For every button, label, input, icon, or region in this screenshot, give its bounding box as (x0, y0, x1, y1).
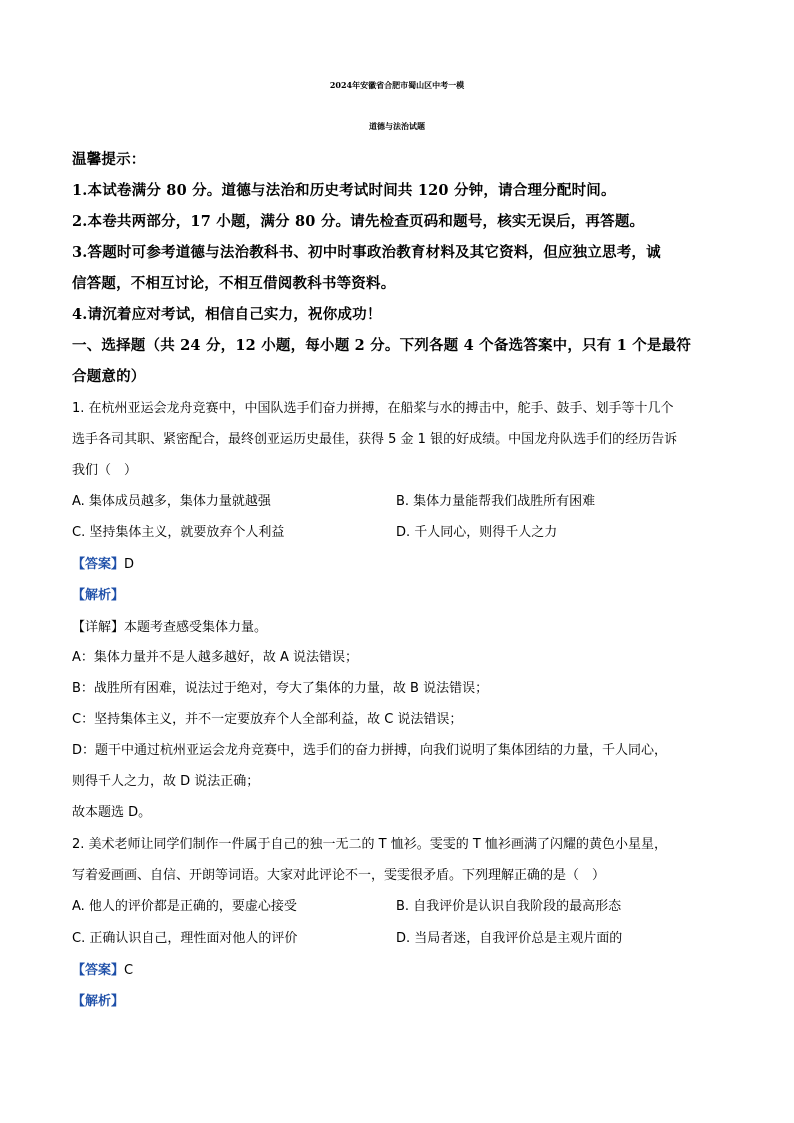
analysis-tag: 【解析】 (72, 588, 125, 603)
q1-answer (72, 554, 134, 575)
notice-item-1: 1.本试卷满分 80 分。道德与法治和历史考试时间共 120 分钟，请合理分配时间。 (72, 182, 616, 199)
q2-stem-2: 写着爱画画、自信、开朗等词语。大家对此评论不一，雯雯很矛盾。下列理解正确的是（ ） (72, 868, 606, 883)
notice-item-3: 3.答题时可参考道德与法治教科书、初中时事政治教育材料及其它资料，但应独立思考，诚 (72, 244, 661, 261)
q2-answer (72, 960, 133, 981)
q2-option-c: C. 正确认识自己，理性面对他人的评价 (72, 931, 298, 946)
answer-tag: 【答案】 (72, 557, 125, 572)
q2-stem-1: 2. 美术老师让同学们制作一件属于自己的独一无二的 T 恤衫。雯雯的 T 恤衫画满了闪耀的黄色小星星， (72, 837, 667, 852)
q1-analysis (72, 585, 124, 606)
page-title: 2024年安徽省合肥市蜀山区中考一模 (329, 80, 465, 90)
q2-option-b: B. 自我评价是认识自我阶段的最高形态 (396, 899, 622, 914)
q1-detail (72, 617, 267, 638)
section-heading-cont: 合题意的） (72, 368, 146, 385)
q1-explain-b: B：战胜所有困难，说法过于绝对，夸大了集体的力量，故 B 说法错误； (72, 681, 489, 696)
section-heading: 一、选择题（共 24 分，12 小题，每小题 2 分。下列各题 4 个备选答案中，只有 1 个是最符 (72, 337, 692, 354)
q1-option-b: B. 集体力量能帮我们战胜所有困难 (396, 494, 596, 509)
q1-option-d: D. 千人同心，则得千人之力 (396, 525, 558, 540)
notice-item-2: 2.本卷共两部分，17 小题，满分 80 分。请先检查页码和题号，核实无误后，再答题。 (72, 213, 645, 230)
notice-item-4: 4.请沉着应对考试，相信自己实力，祝你成功！ (72, 306, 382, 323)
q1-conclusion: 故本题选 D。 (72, 805, 152, 820)
detail-tag: 【详解】 (72, 620, 125, 635)
q1-stem-1: 1. 在杭州亚运会龙舟竞赛中，中国队选手们奋力拼搏，在船桨与水的搏击中，舵手、鼓手、划手等十几个 (72, 401, 674, 416)
q2-analysis (72, 991, 124, 1012)
q1-explain-d-cont: 则得千人之力，故 D 说法正确； (72, 774, 260, 789)
q1-explain-a: A：集体力量并不是人越多越好，故 A 说法错误； (72, 650, 359, 665)
q1-explain-c: C：坚持集体主义，并不一定要放弃个人全部利益，故 C 说法错误； (72, 712, 463, 727)
q2-option-d: D. 当局者迷，自我评价总是主观片面的 (396, 931, 623, 946)
q1-option-c: C. 坚持集体主义，就要放弃个人利益 (72, 525, 285, 540)
detail-text: 本题考查感受集体力量。 (124, 620, 268, 635)
answer-value: C (124, 963, 134, 978)
page-subtitle: 道德与法治试题 (369, 121, 425, 131)
q1-stem-3: 我们（ ） (72, 463, 138, 478)
q2-option-a: A. 他人的评价都是正确的，要虚心接受 (72, 899, 297, 914)
q1-explain-d: D：题干中通过杭州亚运会龙舟竞赛中，选手们的奋力拼搏，向我们说明了集体团结的力量，千人同心， (72, 743, 668, 758)
q1-stem-2: 选手各司其职、紧密配合，最终创亚运历史最佳，获得 5 金 1 银的好成绩。中国龙舟队选手们的经历告诉 (72, 432, 678, 447)
q1-option-a: A. 集体成员越多，集体力量就越强 (72, 494, 271, 509)
analysis-tag: 【解析】 (72, 994, 125, 1009)
answer-tag: 【答案】 (72, 963, 125, 978)
notice-label: 温馨提示： (72, 151, 146, 168)
answer-value: D (124, 557, 135, 572)
notice-item-3-cont: 信答题，不相互讨论，不相互借阅教科书等资料。 (72, 275, 396, 292)
